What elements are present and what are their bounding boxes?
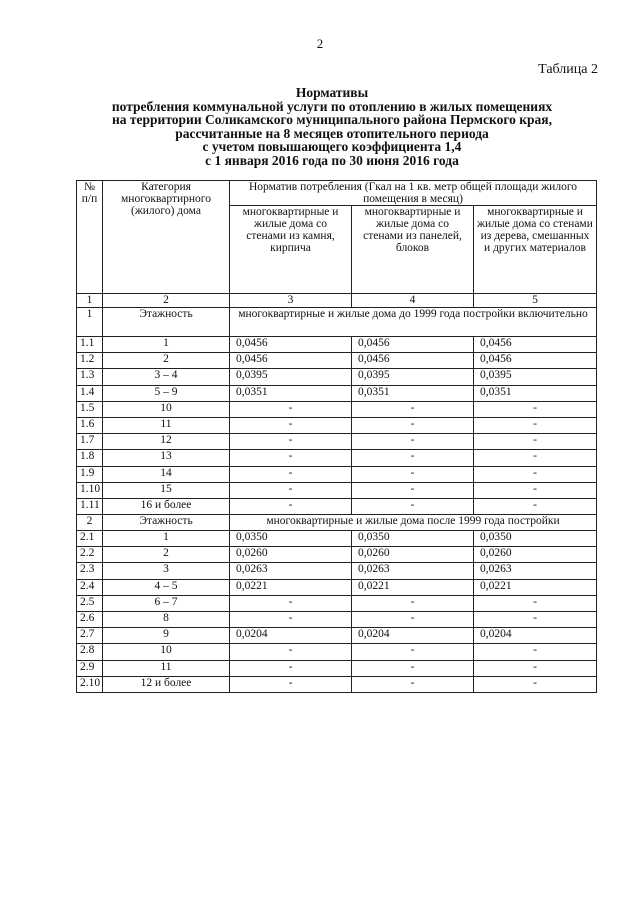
value-panel-block: 0,0456 bbox=[352, 337, 474, 353]
column-number: 5 bbox=[474, 294, 597, 308]
value-wood-mixed: - bbox=[474, 660, 597, 676]
header-category: Категория многоквартирного (жилого) дома bbox=[103, 181, 230, 294]
row-category: 12 и более bbox=[103, 676, 230, 692]
group-description: многоквартирные и жилые дома после 1999 года постройки bbox=[230, 515, 597, 531]
group-description: многоквартирные и жилые дома до 1999 года постройки включительно bbox=[230, 308, 597, 337]
value-stone-brick: 0,0456 bbox=[230, 337, 352, 353]
header-stone-brick: многоквартирные и жилые дома со стенами из камня, кирпича bbox=[230, 206, 352, 294]
value-stone-brick: 0,0395 bbox=[230, 369, 352, 385]
value-panel-block: - bbox=[352, 417, 474, 433]
value-stone-brick: 0,0221 bbox=[230, 579, 352, 595]
row-number: 1.3 bbox=[77, 369, 103, 385]
value-stone-brick: 0,0456 bbox=[230, 353, 352, 369]
table-row bbox=[77, 337, 597, 353]
title-line: рассчитанные на 8 месяцев отопительного периода bbox=[175, 125, 489, 141]
value-panel-block: - bbox=[352, 676, 474, 692]
value-panel-block: - bbox=[352, 401, 474, 417]
row-category: 5 – 9 bbox=[103, 385, 230, 401]
row-number: 1.4 bbox=[77, 385, 103, 401]
value-panel-block: - bbox=[352, 612, 474, 628]
header-norm: Норматив потребления (Гкал на 1 кв. метр общей площади жилого помещения в месяц) bbox=[230, 181, 597, 206]
table-row bbox=[77, 628, 597, 644]
value-wood-mixed: 0,0395 bbox=[474, 369, 597, 385]
row-number: 2.4 bbox=[77, 579, 103, 595]
value-stone-brick: - bbox=[230, 595, 352, 611]
table-row bbox=[77, 466, 597, 482]
value-stone-brick: - bbox=[230, 644, 352, 660]
column-number: 3 bbox=[230, 294, 352, 308]
value-wood-mixed: 0,0221 bbox=[474, 579, 597, 595]
row-number: 1.2 bbox=[77, 353, 103, 369]
header-wood-mixed: многоквартирные и жилые дома со стенами из дерева, смешанных и других материалов bbox=[474, 206, 597, 294]
value-wood-mixed: - bbox=[474, 417, 597, 433]
value-wood-mixed: 0,0263 bbox=[474, 563, 597, 579]
row-number: 2.1 bbox=[77, 531, 103, 547]
row-number: 2.3 bbox=[77, 563, 103, 579]
title-line: с 1 января 2016 года по 30 июня 2016 года bbox=[205, 152, 459, 168]
row-category: 11 bbox=[103, 417, 230, 433]
row-category: 3 bbox=[103, 563, 230, 579]
value-panel-block: - bbox=[352, 595, 474, 611]
row-category: 8 bbox=[103, 612, 230, 628]
value-panel-block: 0,0395 bbox=[352, 369, 474, 385]
value-stone-brick: - bbox=[230, 482, 352, 498]
value-panel-block: 0,0221 bbox=[352, 579, 474, 595]
value-wood-mixed: 0,0456 bbox=[474, 337, 597, 353]
table-row bbox=[77, 676, 597, 692]
value-wood-mixed: - bbox=[474, 595, 597, 611]
row-category: 12 bbox=[103, 434, 230, 450]
row-number: 2.9 bbox=[77, 660, 103, 676]
row-number: 2.7 bbox=[77, 628, 103, 644]
table-row bbox=[77, 417, 597, 433]
row-category: 10 bbox=[103, 644, 230, 660]
row-category: 1 bbox=[103, 337, 230, 353]
value-wood-mixed: - bbox=[474, 644, 597, 660]
table-row bbox=[77, 434, 597, 450]
header-number: № п/п bbox=[77, 181, 103, 294]
value-panel-block: 0,0350 bbox=[352, 531, 474, 547]
row-category: 15 bbox=[103, 482, 230, 498]
row-number: 1.8 bbox=[77, 450, 103, 466]
table-row bbox=[77, 385, 597, 401]
value-panel-block: 0,0263 bbox=[352, 563, 474, 579]
value-panel-block: - bbox=[352, 660, 474, 676]
table-row bbox=[77, 644, 597, 660]
value-panel-block: 0,0260 bbox=[352, 547, 474, 563]
row-number: 1.6 bbox=[77, 417, 103, 433]
value-wood-mixed: 0,0204 bbox=[474, 628, 597, 644]
value-wood-mixed: - bbox=[474, 482, 597, 498]
row-category: 14 bbox=[103, 466, 230, 482]
value-stone-brick: - bbox=[230, 612, 352, 628]
value-panel-block: 0,0204 bbox=[352, 628, 474, 644]
value-panel-block: 0,0351 bbox=[352, 385, 474, 401]
table-row bbox=[77, 498, 597, 514]
value-panel-block: - bbox=[352, 434, 474, 450]
row-category: 3 – 4 bbox=[103, 369, 230, 385]
table-row bbox=[77, 595, 597, 611]
value-wood-mixed: - bbox=[474, 434, 597, 450]
group-row-1 bbox=[77, 308, 597, 337]
row-number: 1.11 bbox=[77, 498, 103, 514]
column-number: 1 bbox=[77, 294, 103, 308]
value-stone-brick: 0,0260 bbox=[230, 547, 352, 563]
value-wood-mixed: 0,0351 bbox=[474, 385, 597, 401]
value-wood-mixed: - bbox=[474, 676, 597, 692]
group-row-2 bbox=[77, 515, 597, 531]
value-stone-brick: - bbox=[230, 466, 352, 482]
row-number: 2.2 bbox=[77, 547, 103, 563]
group1-rows bbox=[77, 337, 597, 515]
row-category: 1 bbox=[103, 531, 230, 547]
row-category: 13 bbox=[103, 450, 230, 466]
value-wood-mixed: 0,0260 bbox=[474, 547, 597, 563]
title-line: на территории Соликамского муниципального района Пермского края, bbox=[112, 112, 552, 127]
value-wood-mixed: - bbox=[474, 466, 597, 482]
row-number: 1.1 bbox=[77, 337, 103, 353]
value-panel-block: 0,0456 bbox=[352, 353, 474, 369]
table-row bbox=[77, 482, 597, 498]
value-wood-mixed: - bbox=[474, 401, 597, 417]
table-row bbox=[77, 547, 597, 563]
title-line: потребления коммунальной услуги по отоплению в жилых помещениях bbox=[111, 98, 553, 114]
table-row bbox=[77, 612, 597, 628]
table-row bbox=[77, 563, 597, 579]
title-line: с учетом повышающего коэффициента 1,4 bbox=[202, 139, 462, 154]
value-panel-block: - bbox=[352, 482, 474, 498]
value-wood-mixed: 0,0350 bbox=[474, 531, 597, 547]
header-panel-block: многоквартирные и жилые дома со стенами из панелей, блоков bbox=[352, 206, 474, 294]
value-stone-brick: - bbox=[230, 498, 352, 514]
value-stone-brick: - bbox=[230, 401, 352, 417]
table-row bbox=[77, 369, 597, 385]
row-category: 2 bbox=[103, 547, 230, 563]
value-wood-mixed: 0,0456 bbox=[474, 353, 597, 369]
row-number: 1.10 bbox=[77, 482, 103, 498]
value-stone-brick: - bbox=[230, 434, 352, 450]
group-number: 1 bbox=[77, 308, 103, 337]
value-panel-block: - bbox=[352, 498, 474, 514]
value-stone-brick: 0,0351 bbox=[230, 385, 352, 401]
row-category: 16 и более bbox=[103, 498, 230, 514]
row-category: 10 bbox=[103, 401, 230, 417]
group-number: 2 bbox=[77, 515, 103, 531]
group2-rows bbox=[77, 531, 597, 693]
value-wood-mixed: - bbox=[474, 498, 597, 514]
title-line: Нормативы bbox=[295, 85, 369, 100]
value-panel-block: - bbox=[352, 450, 474, 466]
row-category: 4 – 5 bbox=[103, 579, 230, 595]
table-row bbox=[77, 401, 597, 417]
value-stone-brick: - bbox=[230, 450, 352, 466]
table-row bbox=[77, 450, 597, 466]
value-wood-mixed: - bbox=[474, 450, 597, 466]
row-number: 1.7 bbox=[77, 434, 103, 450]
table-row bbox=[77, 579, 597, 595]
value-wood-mixed: - bbox=[474, 612, 597, 628]
column-number: 2 bbox=[103, 294, 230, 308]
value-stone-brick: 0,0350 bbox=[230, 531, 352, 547]
table-row bbox=[77, 531, 597, 547]
row-number: 1.9 bbox=[77, 466, 103, 482]
norms-table bbox=[76, 180, 597, 693]
row-number: 1.5 bbox=[77, 401, 103, 417]
row-number: 2.6 bbox=[77, 612, 103, 628]
document-title bbox=[60, 86, 604, 167]
value-panel-block: - bbox=[352, 466, 474, 482]
column-number: 4 bbox=[352, 294, 474, 308]
row-category: 11 bbox=[103, 660, 230, 676]
page-number: 2 bbox=[316, 36, 324, 51]
value-stone-brick: - bbox=[230, 417, 352, 433]
column-number-row bbox=[77, 294, 597, 308]
row-number: 2.10 bbox=[77, 676, 103, 692]
row-category: 2 bbox=[103, 353, 230, 369]
header-row bbox=[77, 181, 597, 206]
row-number: 2.8 bbox=[77, 644, 103, 660]
value-panel-block: - bbox=[352, 644, 474, 660]
row-category: 6 – 7 bbox=[103, 595, 230, 611]
table-row bbox=[77, 660, 597, 676]
group-category: Этажность bbox=[103, 308, 230, 337]
value-stone-brick: 0,0204 bbox=[230, 628, 352, 644]
group-category: Этажность bbox=[103, 515, 230, 531]
row-number: 2.5 bbox=[77, 595, 103, 611]
row-category: 9 bbox=[103, 628, 230, 644]
table-label: Таблица 2 bbox=[538, 62, 598, 77]
value-stone-brick: - bbox=[230, 660, 352, 676]
value-stone-brick: 0,0263 bbox=[230, 563, 352, 579]
table-row bbox=[77, 353, 597, 369]
value-stone-brick: - bbox=[230, 676, 352, 692]
